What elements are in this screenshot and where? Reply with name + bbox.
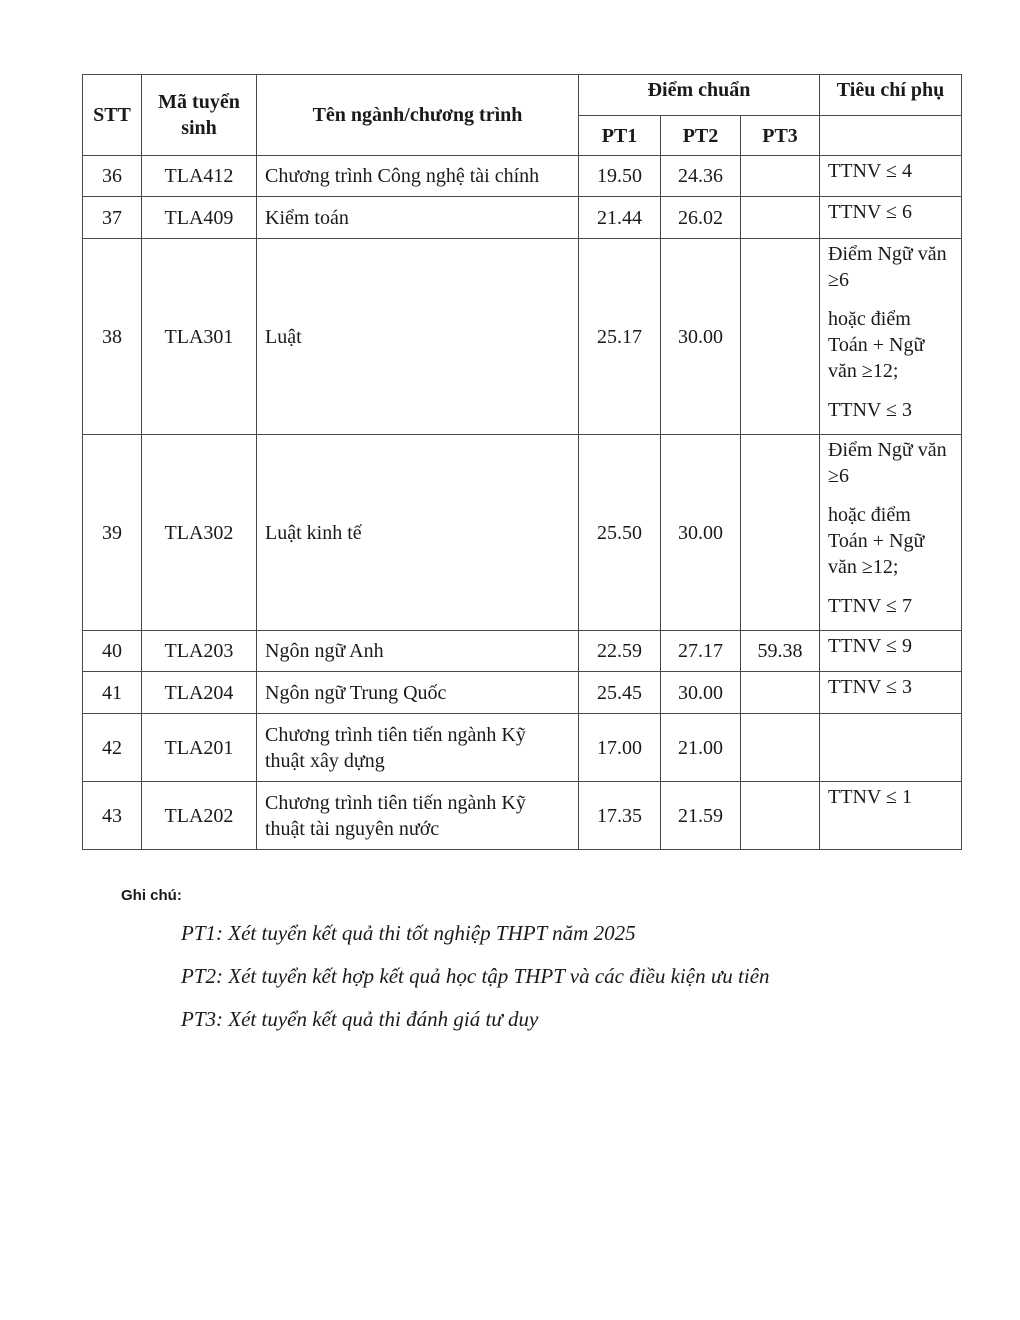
table-row (83, 435, 962, 631)
header-stt: STT (83, 75, 142, 156)
cell-code: TLA201 (142, 714, 257, 782)
cell-stt: 36 (83, 156, 142, 197)
criteria-line: TTNV ≤ 4 (828, 160, 912, 182)
notes-title: Ghi chú: (121, 887, 182, 904)
header-pt3: PT3 (741, 116, 820, 156)
header-program: Tên ngành/chương trình (257, 75, 579, 156)
cell-pt1: 25.45 (579, 672, 661, 714)
cell-criteria (820, 672, 962, 714)
cell-pt2: 26.02 (661, 197, 741, 239)
criteria-line: TTNV ≤ 6 (828, 201, 912, 223)
cell-criteria (820, 239, 962, 435)
cell-pt2: 27.17 (661, 631, 741, 672)
cell-criteria (820, 197, 962, 239)
note-pt1: PT1: Xét tuyển kết quả thi tốt nghiệp THPT năm 2025 (181, 921, 636, 945)
header-scores-group: Điểm chuẩn (579, 75, 820, 116)
cell-program: Chương trình tiên tiến ngành Kỹ thuật xây dựng (257, 714, 579, 782)
cell-program: Chương trình tiên tiến ngành Kỹ thuật tài nguyên nước (257, 782, 579, 850)
cell-pt2: 21.00 (661, 714, 741, 782)
cell-pt2: 30.00 (661, 672, 741, 714)
table-row (83, 631, 962, 672)
cell-pt1: 25.50 (579, 435, 661, 631)
header-pt2: PT2 (661, 116, 741, 156)
cell-pt3 (741, 197, 820, 239)
cell-stt: 43 (83, 782, 142, 850)
cell-stt: 39 (83, 435, 142, 631)
table-row (83, 197, 962, 239)
criteria-line: TTNV ≤ 3 (828, 399, 912, 421)
cell-program: Luật kinh tế (257, 435, 579, 631)
table-row (83, 782, 962, 850)
cell-code: TLA409 (142, 197, 257, 239)
criteria-line: hoặc điểm Toán + Ngữ văn ≥12; (828, 504, 925, 578)
cell-pt3 (741, 714, 820, 782)
header-pt1: PT1 (579, 116, 661, 156)
cell-code: TLA302 (142, 435, 257, 631)
criteria-line: TTNV ≤ 1 (828, 786, 912, 808)
cell-code: TLA202 (142, 782, 257, 850)
cell-stt: 37 (83, 197, 142, 239)
cell-program: Luật (257, 239, 579, 435)
cell-program: Chương trình Công nghệ tài chính (257, 156, 579, 197)
criteria-line: hoặc điểm Toán + Ngữ văn ≥12; (828, 308, 925, 382)
criteria-line: TTNV ≤ 9 (828, 635, 912, 657)
cell-pt3 (741, 782, 820, 850)
cell-program: Ngôn ngữ Trung Quốc (257, 672, 579, 714)
cell-pt3 (741, 239, 820, 435)
cell-code: TLA412 (142, 156, 257, 197)
cell-pt3 (741, 672, 820, 714)
header-criteria-blank (820, 116, 962, 156)
cell-pt1: 22.59 (579, 631, 661, 672)
cell-pt1: 19.50 (579, 156, 661, 197)
cell-criteria (820, 435, 962, 631)
cell-stt: 42 (83, 714, 142, 782)
cell-criteria (820, 782, 962, 850)
cell-stt: 38 (83, 239, 142, 435)
cell-pt3 (741, 435, 820, 631)
cell-pt1: 17.35 (579, 782, 661, 850)
cell-pt2: 21.59 (661, 782, 741, 850)
cell-code: TLA204 (142, 672, 257, 714)
cell-stt: 40 (83, 631, 142, 672)
table-body (83, 156, 962, 850)
cell-pt1: 25.17 (579, 239, 661, 435)
note-pt2: PT2: Xét tuyển kết hợp kết quả học tập THPT và các điều kiện ưu tiên (181, 964, 770, 988)
cell-code: TLA203 (142, 631, 257, 672)
cell-program: Ngôn ngữ Anh (257, 631, 579, 672)
cell-code: TLA301 (142, 239, 257, 435)
table-row (83, 156, 962, 197)
criteria-line: TTNV ≤ 7 (828, 595, 912, 617)
cell-stt: 41 (83, 672, 142, 714)
criteria-line: Điểm Ngữ văn ≥6 (828, 439, 947, 487)
admission-scores-table (82, 74, 962, 850)
cell-criteria (820, 714, 962, 782)
header-code: Mã tuyển sinh (142, 75, 257, 156)
cell-pt1: 17.00 (579, 714, 661, 782)
table-row (83, 672, 962, 714)
cell-pt2: 24.36 (661, 156, 741, 197)
cell-pt2: 30.00 (661, 435, 741, 631)
note-pt3: PT3: Xét tuyển kết quả thi đánh giá tư duy (181, 1007, 539, 1031)
cell-criteria (820, 156, 962, 197)
table-row (83, 714, 962, 782)
cell-criteria (820, 631, 962, 672)
cell-program: Kiểm toán (257, 197, 579, 239)
header-criteria: Tiêu chí phụ (820, 75, 962, 116)
criteria-line: Điểm Ngữ văn ≥6 (828, 243, 947, 291)
cell-pt2: 30.00 (661, 239, 741, 435)
criteria-line: TTNV ≤ 3 (828, 676, 912, 698)
cell-pt3: 59.38 (741, 631, 820, 672)
table-row (83, 239, 962, 435)
cell-pt3 (741, 156, 820, 197)
cell-pt1: 21.44 (579, 197, 661, 239)
